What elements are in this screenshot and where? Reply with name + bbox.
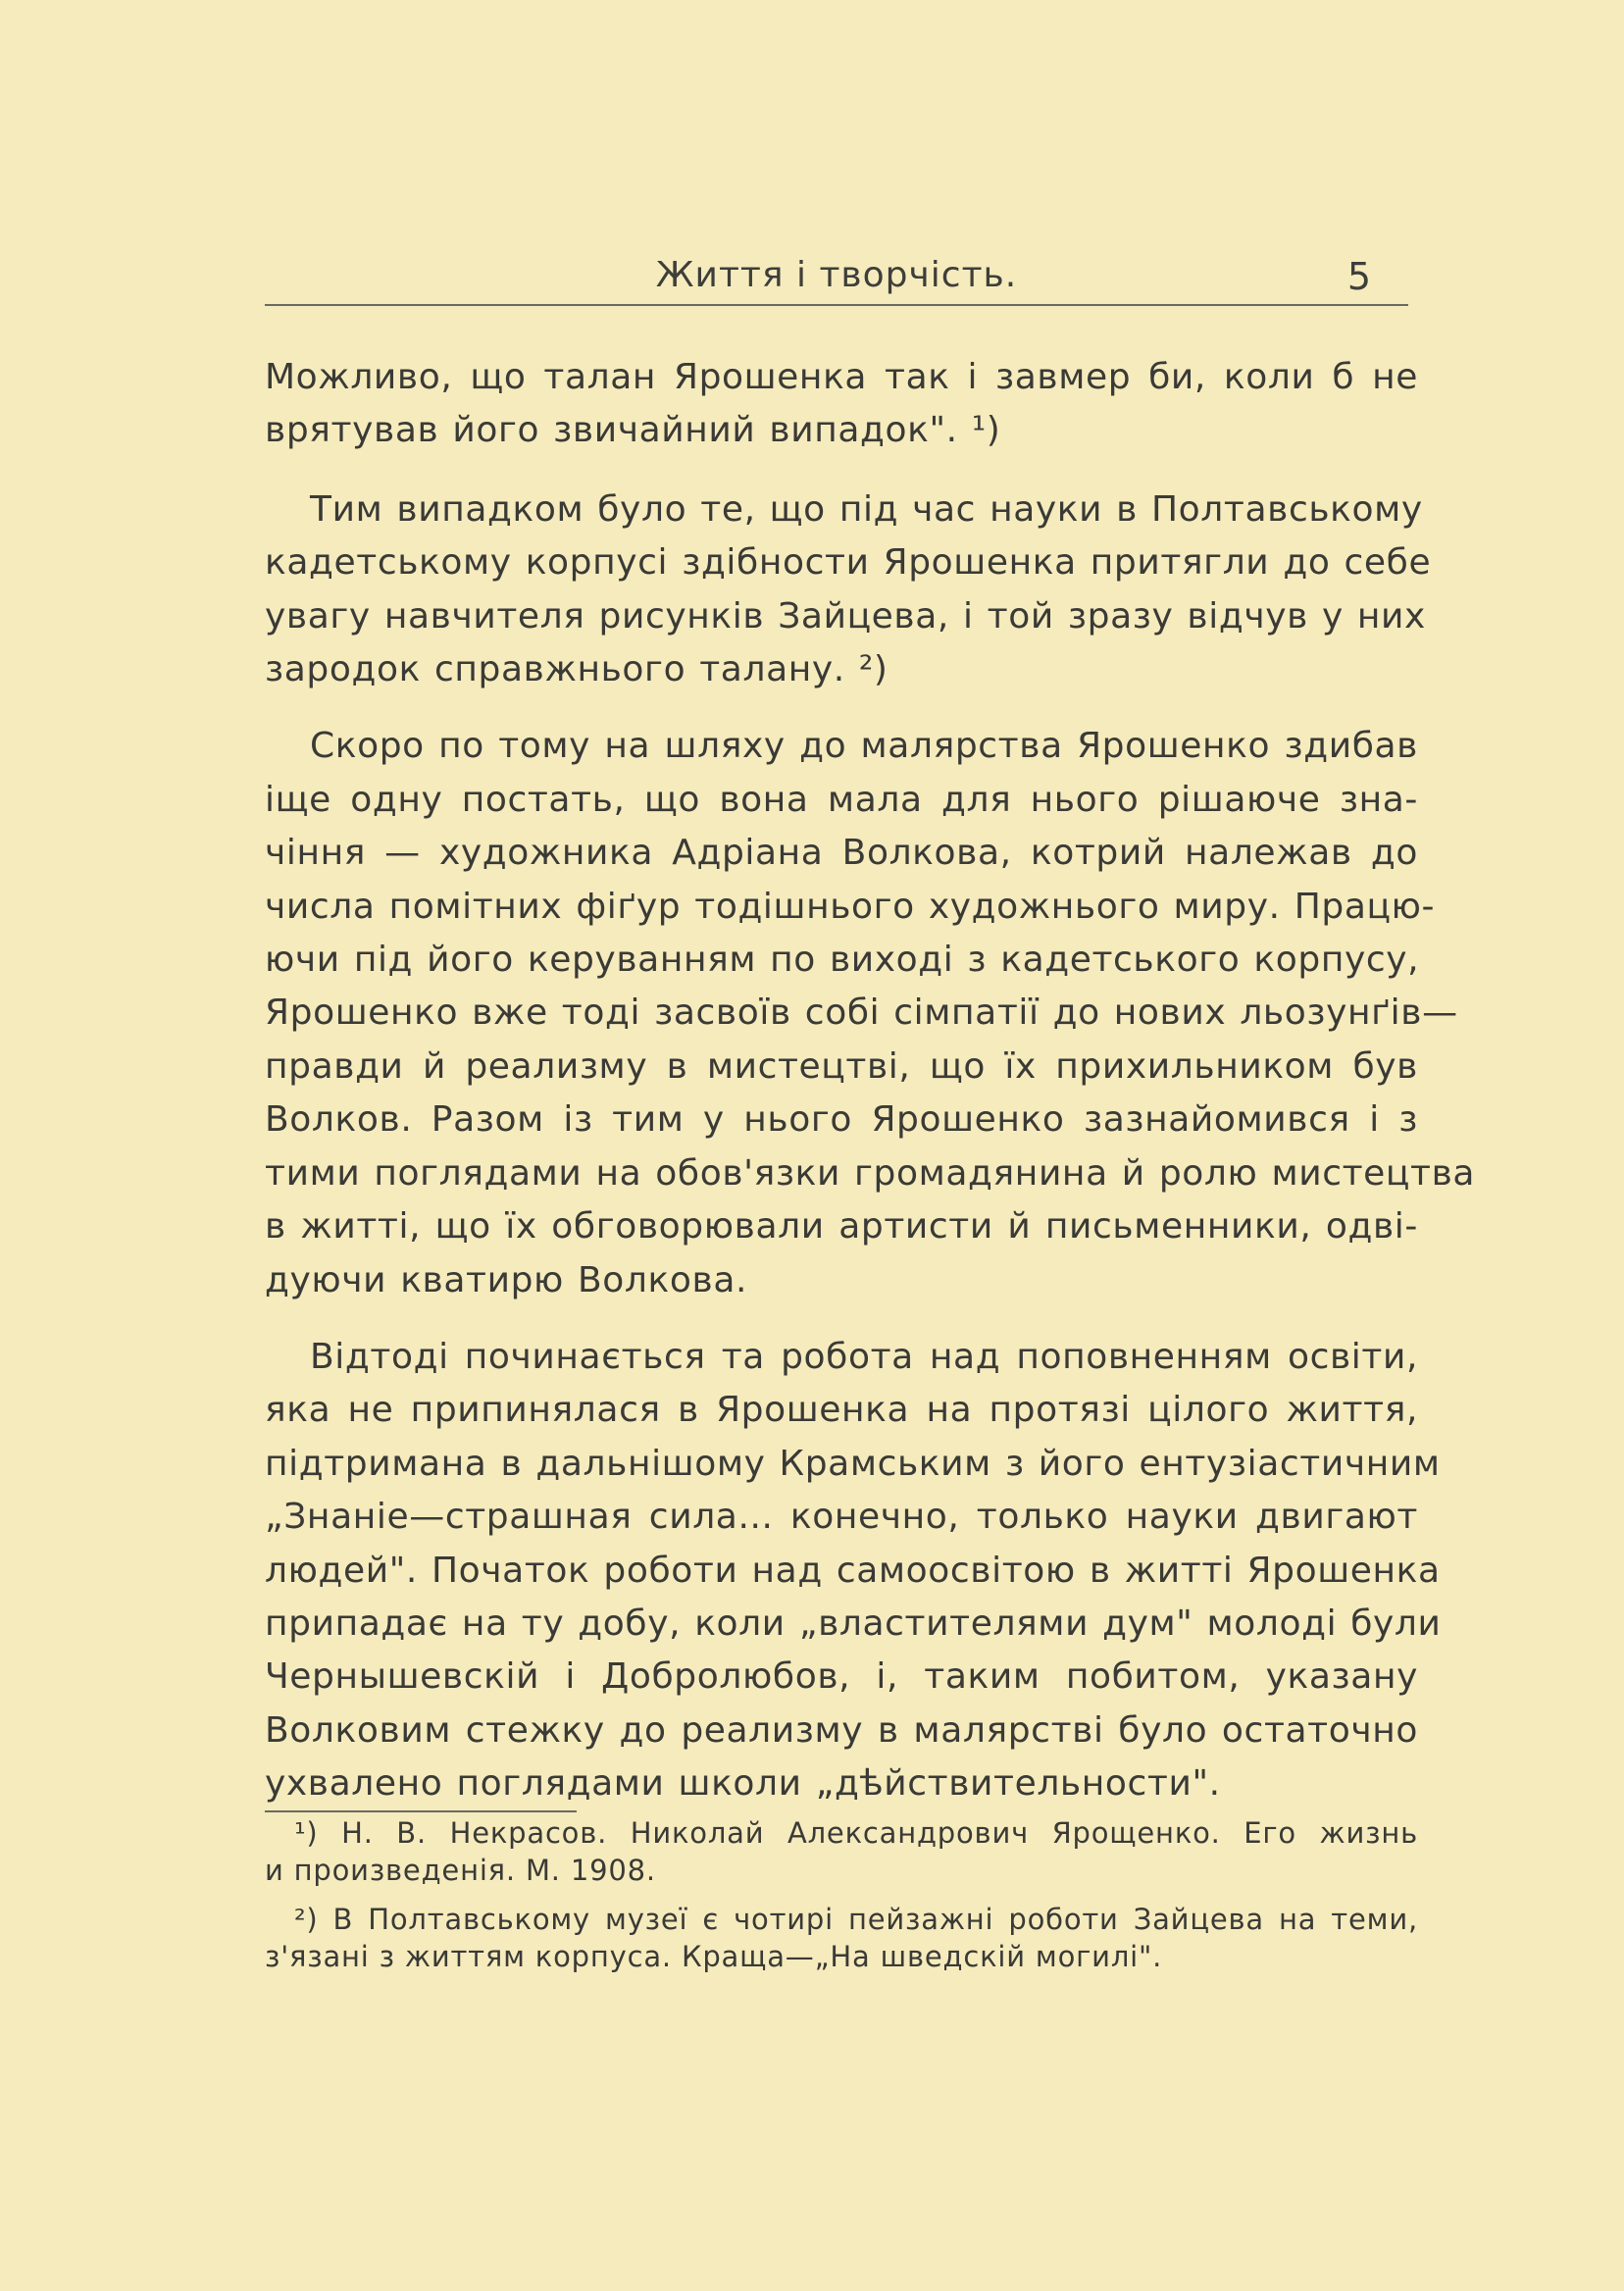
footnote-divider <box>265 1810 577 1812</box>
text-line: „Знаніе—страшная сила... конечно, только науки двигают <box>265 1497 1418 1538</box>
page-number: 5 <box>1346 255 1371 298</box>
body-text <box>265 351 1476 1835</box>
footnotes <box>265 1814 1418 1987</box>
text-line: Можливо, що талан Ярошенка так і завмер би, коли б не <box>265 357 1418 397</box>
footnote-line: з'язані з життям корпуса. Краща—„На шведскій могилі". <box>265 1940 1163 1973</box>
text-line: зародок справжнього талану. ²) <box>265 649 888 690</box>
footnote-line: ²) В Полтавському музеї є чотирі пейзажні роботи Зайцева на теми, <box>294 1903 1418 1936</box>
footnote-2 <box>265 1901 1418 1975</box>
text-line: Тим випадком було те, що під час науки в Полтавському <box>310 488 1423 530</box>
footnote-1 <box>265 1814 1418 1889</box>
text-line: числа помітних фіґур тодішнього художнього миру. Працю- <box>265 886 1436 927</box>
footnote-line: ¹) Н. В. Некрасов. Николай Александрович Ярощенко. Его жизнь <box>294 1816 1418 1850</box>
page-header <box>265 253 1408 306</box>
footnote-line: и произведенія. М. 1908. <box>265 1854 656 1887</box>
text-line: Ярошенко вже тоді засвоїв собі сімпатії до нових льозунґів— <box>265 993 1458 1034</box>
paragraph-3 <box>265 720 1476 1306</box>
text-line: яка не припинялася в Ярошенка на протязі цілого життя, <box>265 1390 1418 1431</box>
text-line: в житті, що їх обговорювали артисти й письменники, одві- <box>265 1206 1418 1247</box>
text-line: правди й реализму в мистецтві, що їх прихильником був <box>265 1045 1418 1087</box>
text-line: іще одну постать, що вона мала для нього рішаюче зна- <box>265 779 1418 820</box>
paragraph-2 <box>265 484 1432 697</box>
text-line: кадетському корпусі здібности Ярошенка притягли до себе <box>265 542 1432 584</box>
paragraph-1 <box>265 351 1418 458</box>
text-line: тими поглядами на обов'язки громадянина й ролю мистецтва <box>265 1152 1476 1194</box>
text-line: Чернышевскій і Добролюбов, і, таким побитом, указану <box>265 1656 1418 1698</box>
running-head: Життя і творчість. <box>655 255 1018 295</box>
text-line: чіння — художника Адріана Волкова, котрий належав до <box>265 833 1418 874</box>
text-line: дуючи кватирю Волкова. <box>265 1259 748 1300</box>
text-line: підтримана в дальнішому Крамським з його ентузіастичним <box>265 1443 1441 1484</box>
text-line: Відтоді починається та робота над поповненням освіти, <box>310 1336 1418 1377</box>
text-line: Волков. Разом із тим у нього Ярошенко зазнайомився і з <box>265 1099 1418 1141</box>
text-line: ухвалено поглядами школи „дѣйствительности". <box>265 1763 1221 1805</box>
text-line: Волковим стежку до реализму в малярстві було остаточно <box>265 1709 1418 1751</box>
text-line: припадає на ту добу, коли „властителями дум" молоді були <box>265 1603 1442 1644</box>
text-line: людей". Початок роботи над самоосвітою в житті Ярошенка <box>265 1550 1441 1591</box>
text-line: ючи під його керуванням по виході з кадетського корпусу, <box>265 940 1420 981</box>
text-line: Скоро по тому на шляху до малярства Ярошенко здибав <box>310 726 1418 767</box>
text-line: увагу навчителя рисунків Зайцева, і той зразу відчув у них <box>265 595 1426 636</box>
text-line: врятував його звичайний випадок". ¹) <box>265 410 1001 451</box>
paragraph-4 <box>265 1331 1442 1811</box>
